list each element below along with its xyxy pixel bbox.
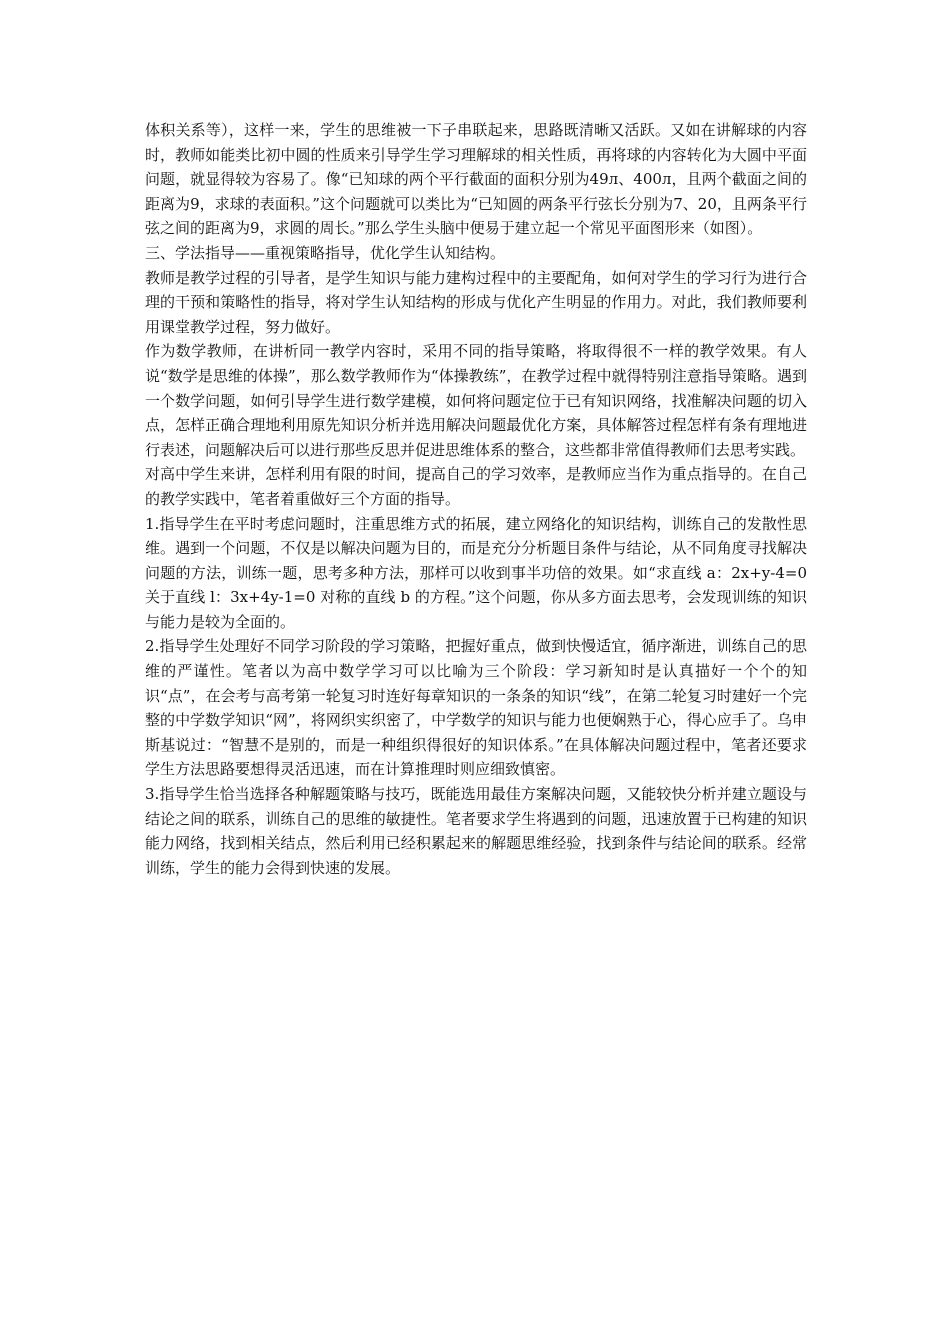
paragraph-strategy: 作为数学教师，在讲析同一教学内容时，采用不同的指导策略，将取得很不一样的教学效果。有人说“数学是思维的体操”，那么数学教师作为“体操教练”，在教学过程中就得特别注意指导策略。遇到一个数学问题，如何引导学生进行数学建模，如何将问题定位于已有知识网络，找准解决问题的切入点，怎样正确合理地利用原先知识分析并选用解决问题最优化方案，具体解答过程怎样有条有理地进行表述，问题解决后可以进行那些反思并促进思维体系的整合，这些都非常值得教师们去思考实践。 <box>145 342 807 459</box>
section-heading: 三、学法指导——重视策略指导，优化学生认知结构。 <box>145 243 506 262</box>
list-item-3: 3.指导学生恰当选择各种解题策略与技巧，既能选用最佳方案解决问题，又能较快分析并建立题设与结论之间的联系，训练自己的思维的敏捷性。笔者要求学生将遇到的问题，迅速放置于已构建的知识能力网络，找到相关结点，然后利用已经积累起来的解题思维经验，找到条件与结论间的联系。经常训练，学生的能力会得到快速的发展。 <box>145 785 807 877</box>
paragraph-teacher-role: 教师是教学过程的引导者，是学生知识与能力建构过程中的主要配角，如何对学生的学习行为进行合理的干预和策略性的指导，将对学生认知结构的形成与优化产生明显的作用力。对此，我们教师要利用课堂教学过程，努力做好。 <box>145 268 807 336</box>
list-item-2: 2.指导学生处理好不同学习阶段的学习策略，把握好重点，做到快慢适宜，循序渐进，训练自己的思维的严谨性。笔者以为高中数学学习可以比喻为三个阶段：学习新知时是认真描好一个个的知识“点”，在会考与高考第一轮复习时连好每章知识的一条条的知识“线”，在第二轮复习时建好一个完整的中学数学知识“网”，将网织实织密了，中学数学的知识与能力也便娴熟于心，得心应手了。乌申斯基说过：“智慧不是别的，而是一种组织得很好的知识体系。”在具体解决问题过程中，笔者还要求学生方法思路要想得灵活迅速，而在计算推理时则应细致慎密。 <box>145 637 807 779</box>
list-item-1: 1.指导学生在平时考虑问题时，注重思维方式的拓展，建立网络化的知识结构，训练自己的发散性思维。遇到一个问题，不仅是以解决问题为目的，而是充分分析题目条件与结论，从不同角度寻找解决问题的方法，训练一题，思考多种方法，那样可以收到事半功倍的效果。如“求直线 a：2x+y-4=0 关于直线 l：3x+4y-1=0 对称的直线 b 的方程。”这个问题，你从多方面去思考，会发现训练的知识与能力是较为全面的。 <box>145 514 807 631</box>
paragraph-three-aspects: 对高中学生来讲，怎样利用有限的时间，提高自己的学习效率，是教师应当作为重点指导的。在自己的教学实践中，笔者着重做好三个方面的指导。 <box>145 465 807 508</box>
paragraph-continuation: 体积关系等），这样一来，学生的思维被一下子串联起来，思路既清晰又活跃。又如在讲解球的内容时，教师如能类比初中圆的性质来引导学生学习理解球的相关性质，再将球的内容转化为大圆中平面问题，就显得较为容易了。像“已知球的两个平行截面的面积分别为49л、400л，且两个截面之间的距离为9，求球的表面积。”这个问题就可以类比为“已知圆的两条平行弦长分别为7、20，且两条平行弦之间的距离为9，求圆的周长。”那么学生头脑中便易于建立起一个常见平面图形来（如图）。 <box>145 121 807 238</box>
document-body <box>145 118 807 880</box>
